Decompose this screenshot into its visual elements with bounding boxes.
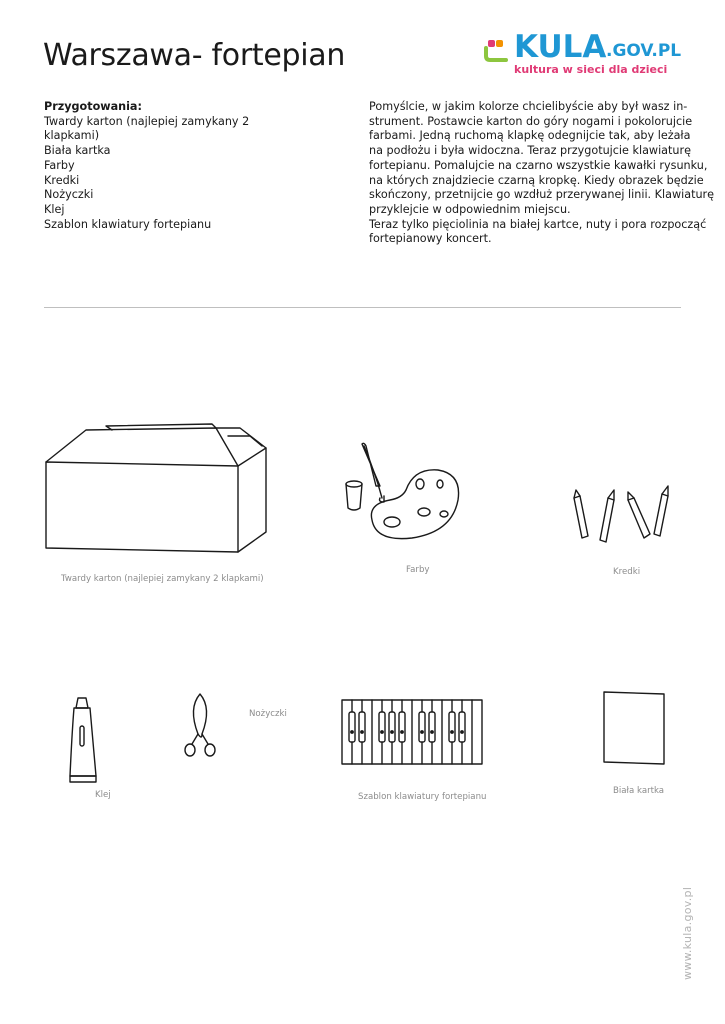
keyboard-template-drawing xyxy=(338,696,488,768)
scissors-drawing xyxy=(180,690,220,764)
crayons-drawing xyxy=(568,478,678,550)
logo-tagline: kultura w sieci dla dzieci xyxy=(514,63,668,76)
logo-domain: .GOV.PL xyxy=(606,41,682,61)
instruction-line: fortepianu. Pomalujcie na czarno wszystkie kawałki rysunku, xyxy=(369,158,708,172)
instruction-line: przyklejcie w odpowiednim miejscu. xyxy=(369,202,571,216)
preparation-line: Twardy karton (najlepiej zamykany 2 xyxy=(44,114,250,128)
caption-paints: Farby xyxy=(406,565,430,575)
instruction-line: na podłożu i była widoczna. Teraz przygotujcie klawiaturę xyxy=(369,144,691,158)
caption-glue: Klej xyxy=(95,790,111,800)
preparation-line: Biała kartka xyxy=(44,144,111,158)
preparation-line: klapkami) xyxy=(44,129,100,143)
kula-logo[interactable] xyxy=(482,30,682,80)
instruction-line: na których znajdziecie czarną kropkę. Kiedy obrazek będzie xyxy=(369,173,704,187)
instruction-line: fortepianowy koncert. xyxy=(369,232,492,246)
paints-drawing xyxy=(340,440,470,550)
caption-crayons: Kredki xyxy=(613,567,641,577)
caption-keyboard: Szablon klawiatury fortepianu xyxy=(358,792,487,802)
preparation-line: Szablon klawiatury fortepianu xyxy=(44,217,212,231)
preparation-heading: Przygotowania: xyxy=(44,100,142,113)
caption-scissors: Nożyczki xyxy=(249,709,287,719)
white-paper-drawing xyxy=(600,688,670,768)
page-title: Warszawa- fortepian xyxy=(43,38,346,73)
instruction-line: skończony, przetnijcie go wzdłuż przerywanej linii. Klawiaturę xyxy=(369,188,715,202)
instruction-line: Pomyślcie, w jakim kolorze chcielibyście aby był wasz in- xyxy=(369,100,688,113)
kula-logo-icon xyxy=(482,34,512,64)
preparation-line: Klej xyxy=(44,202,65,216)
side-website-text: www.kula.gov.pl xyxy=(681,886,694,980)
logo-name: KULA xyxy=(514,29,607,65)
preparation-list xyxy=(44,100,344,232)
caption-box: Twardy karton (najlepiej zamykany 2 klapkami) xyxy=(61,574,264,584)
preparation-line: Farby xyxy=(44,158,75,172)
section-divider xyxy=(44,307,681,308)
instruction-line: farbami. Jedną ruchomą klapkę odegnijcie tak, aby leżała xyxy=(369,129,691,143)
caption-paper: Biała kartka xyxy=(613,786,665,796)
instruction-line: strument. Postawcie karton do góry nogami i pokolorujcie xyxy=(369,114,693,128)
instructions-text xyxy=(369,100,715,247)
instruction-line: Teraz tylko pięciolinia na białej kartce, nuty i pora rozpocząć xyxy=(369,217,707,231)
cardboard-box-drawing xyxy=(40,420,270,560)
preparation-line: Nożyczki xyxy=(44,188,94,202)
glue-drawing xyxy=(66,692,106,788)
preparation-line: Kredki xyxy=(44,173,80,187)
